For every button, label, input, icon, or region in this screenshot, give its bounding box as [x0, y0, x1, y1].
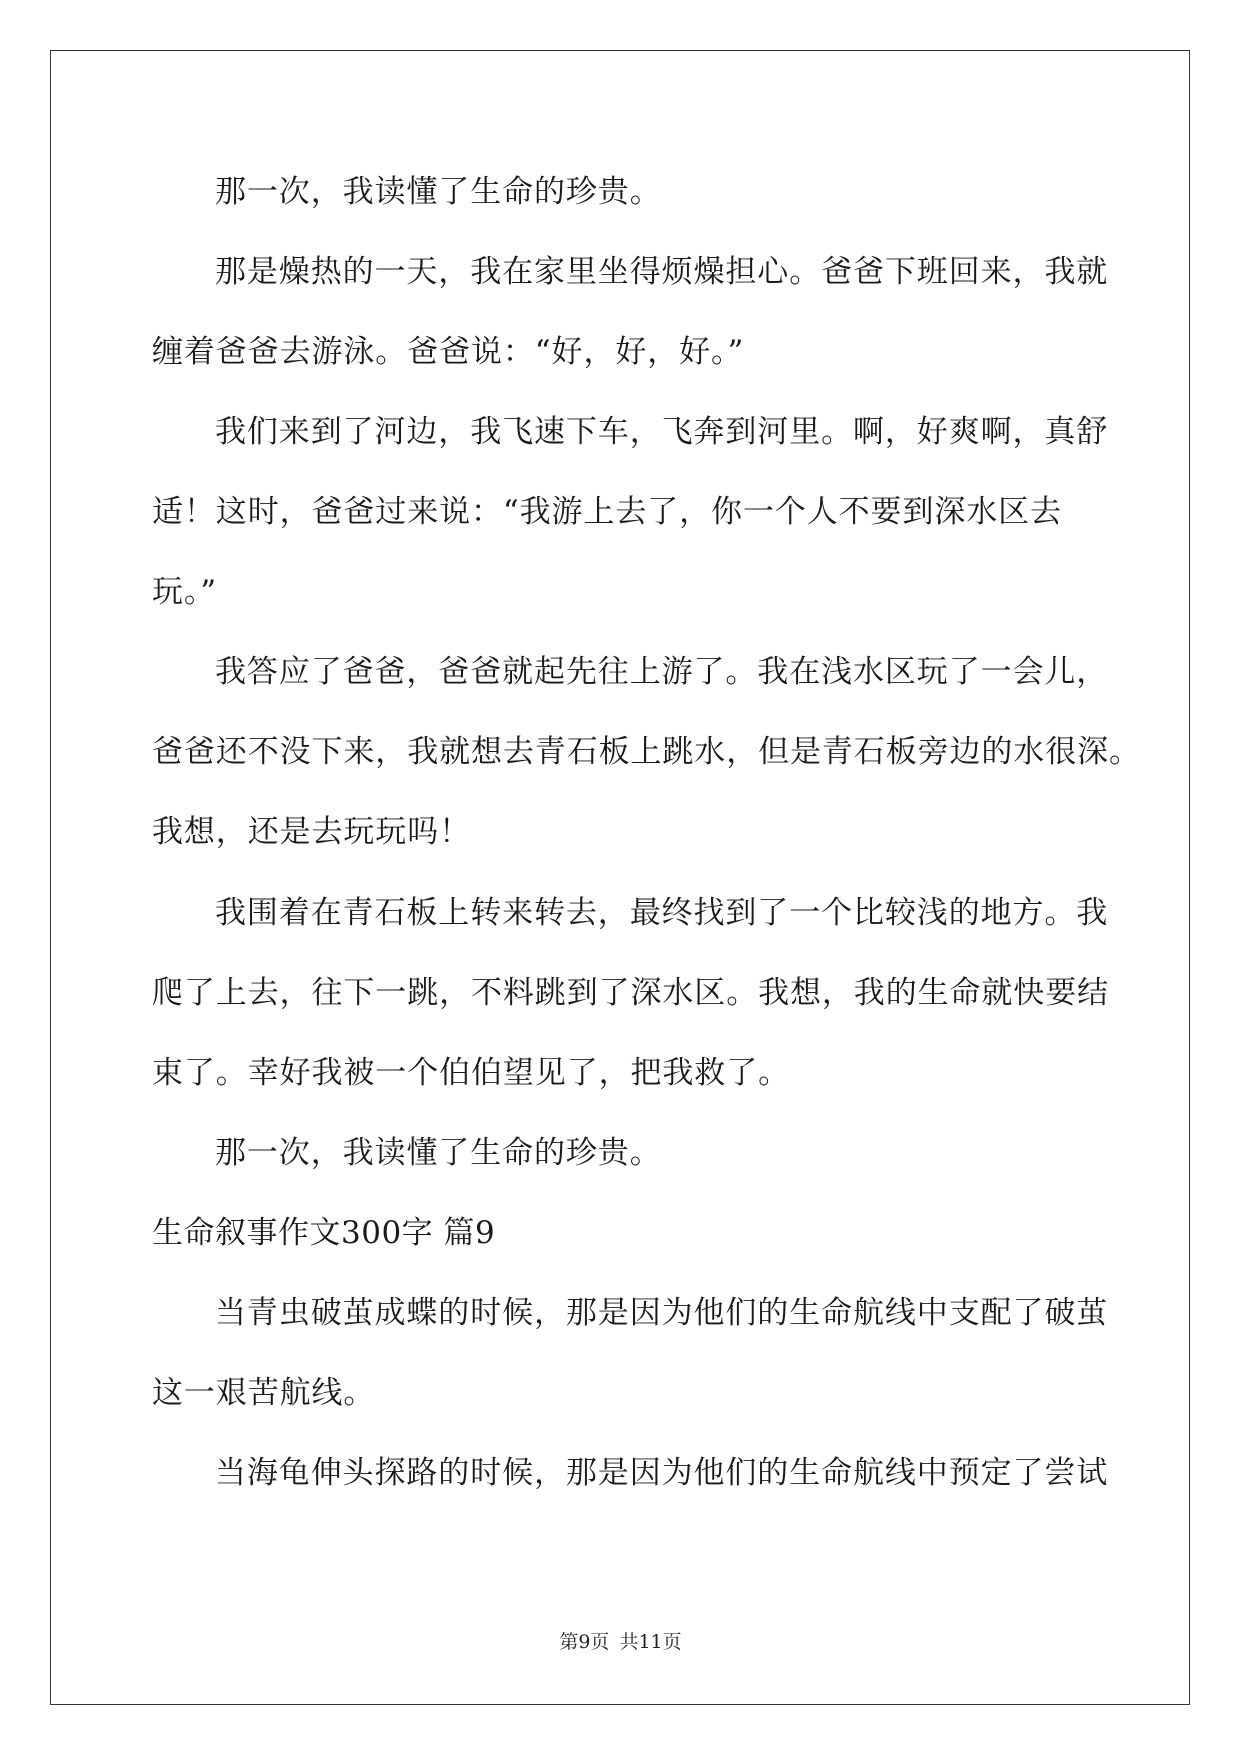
- paragraph-line: 那是燥热的一天，我在家里坐得烦燥担心。爸爸下班回来，我就: [215, 254, 1109, 290]
- paragraph-line: 我们来到了河边，我飞速下车，飞奔到河里。啊，好爽啊，真舒: [215, 414, 1109, 450]
- page-number: 第9页: [559, 1631, 610, 1653]
- paragraph-line: 爬了上去，往下一跳，不料跳到了深水区。我想，我的生命就快要结: [152, 975, 1109, 1011]
- paragraph-line: 缠着爸爸去游泳。爸爸说：“好，好，好。”: [152, 334, 745, 370]
- paragraph-line: 当青虫破茧成蝶的时候，那是因为他们的生命航线中支配了破茧: [215, 1295, 1109, 1331]
- paragraph-line: 那一次，我读懂了生命的珍贵。: [215, 1135, 662, 1171]
- section-heading: 生命叙事作文300字 篇9: [152, 1215, 496, 1251]
- page-total: 共11页: [619, 1631, 682, 1653]
- paragraph-line: 当海龟伸头探路的时候，那是因为他们的生命航线中预定了尝试: [215, 1455, 1109, 1491]
- paragraph-line: 我围着在青石板上转来转去，最终找到了一个比较浅的地方。我: [215, 895, 1109, 931]
- paragraph-line: 那一次，我读懂了生命的珍贵。: [215, 174, 662, 210]
- paragraph-line: 我想，还是去玩玩吗！: [152, 814, 471, 850]
- paragraph-line: 我答应了爸爸，爸爸就起先往上游了。我在浅水区玩了一会儿，: [215, 654, 1109, 690]
- paragraph-line: 束了。幸好我被一个伯伯望见了，把我救了。: [152, 1055, 790, 1091]
- paragraph-line: 玩。”: [152, 574, 218, 610]
- paragraph-line: 爸爸还不没下来，我就想去青石板上跳水，但是青石板旁边的水很深。: [152, 734, 1141, 770]
- paragraph-line: 适！这时，爸爸过来说：“我游上去了，你一个人不要到深水区去: [152, 494, 1062, 530]
- page-footer: [0, 1630, 1241, 1654]
- paragraph-line: 这一艰苦航线。: [152, 1375, 376, 1411]
